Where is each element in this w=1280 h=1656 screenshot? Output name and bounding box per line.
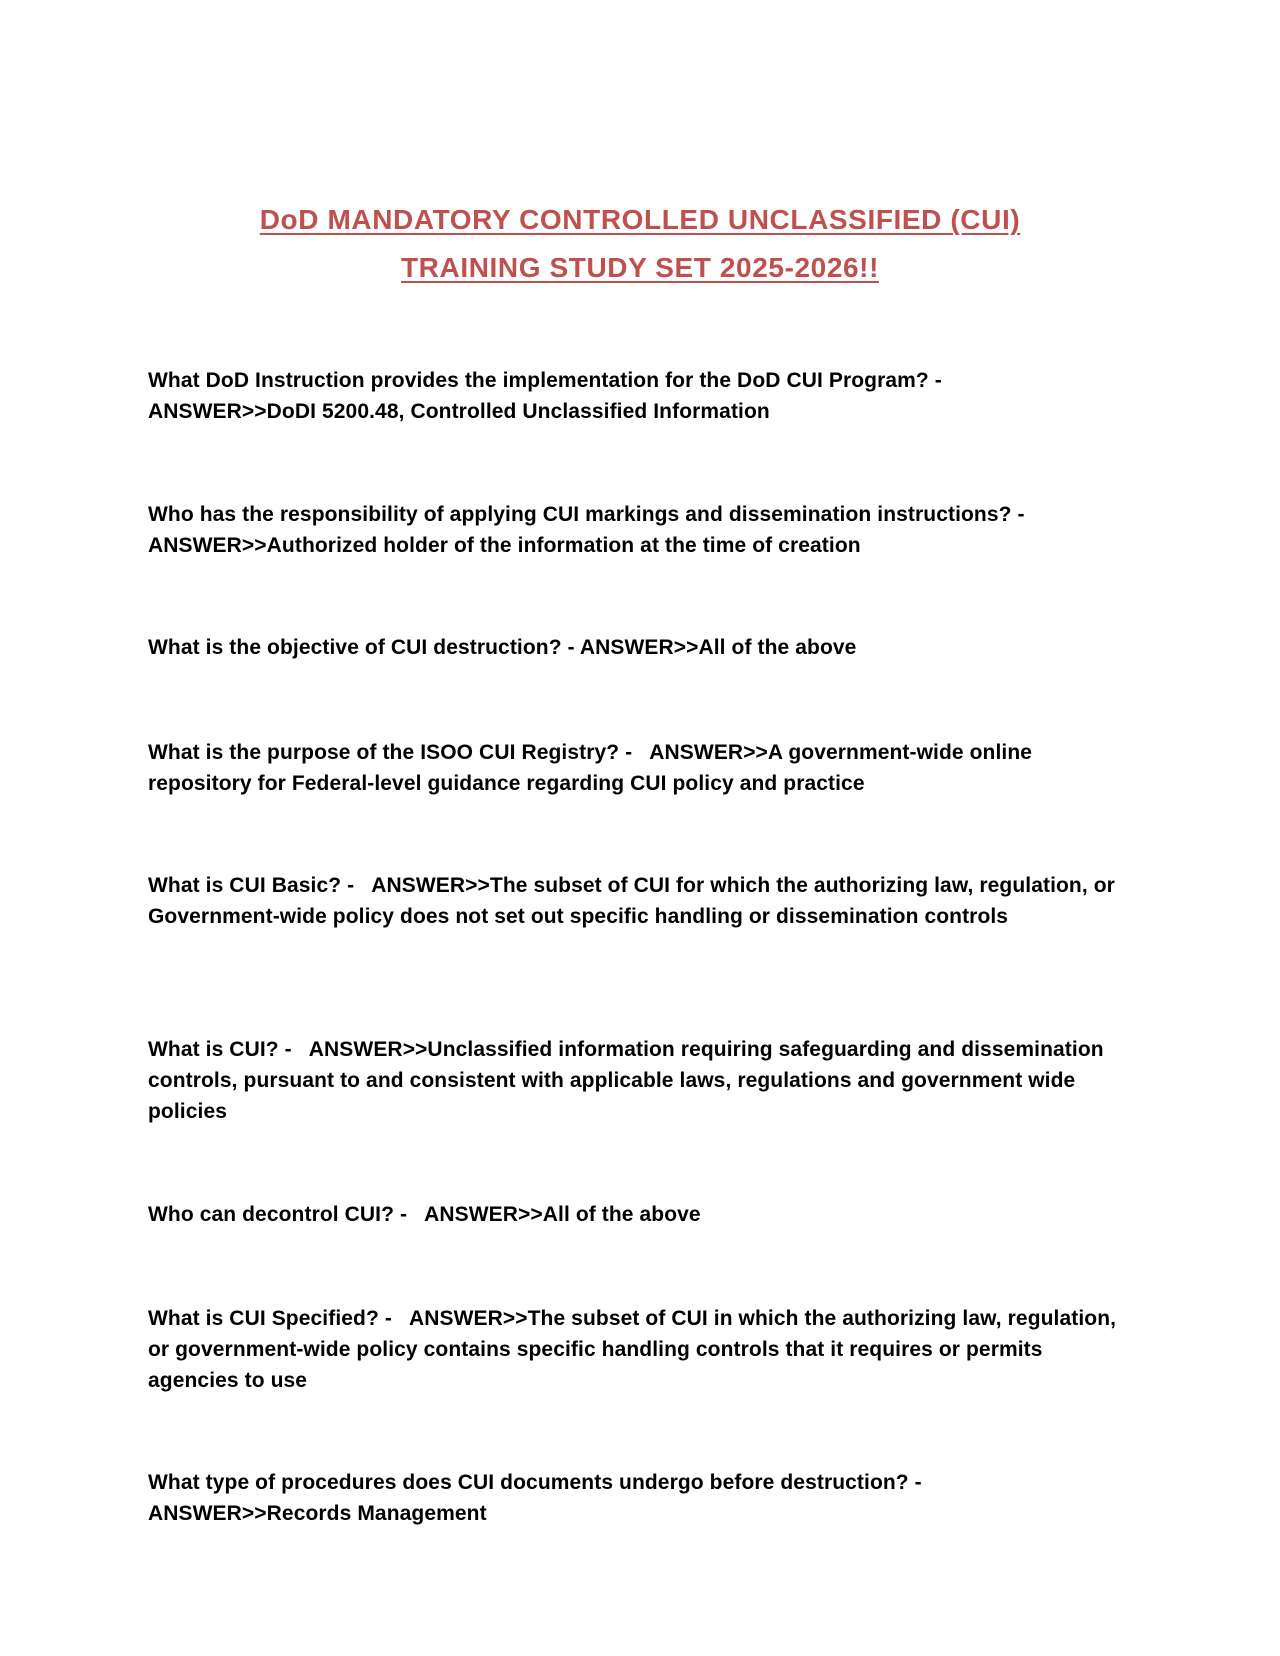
qa-item: [148, 1467, 1138, 1529]
document-title: [140, 196, 1140, 292]
answer-text: ANSWER>>Unclassified information requiring safeguarding and dissemination controls, pursuant to and consistent with applicable laws, regulations and government wide policies: [148, 1038, 1104, 1123]
qa-item: [148, 737, 1138, 799]
qa-item: [148, 1303, 1138, 1396]
answer-text: ANSWER>>The subset of CUI for which the authorizing law, regulation, or Government-wide policy does not set out specific handling or dissemination controls: [148, 874, 1115, 928]
question-text: What type of procedures does CUI documents undergo before destruction? -: [148, 1471, 922, 1494]
qa-item: [148, 365, 1138, 427]
question-text: What is CUI Specified? -: [148, 1307, 392, 1330]
question-text: What is CUI Basic? -: [148, 874, 355, 897]
qa-item: [148, 499, 1138, 561]
answer-text: ANSWER>>All of the above: [579, 636, 857, 659]
qa-item: [148, 870, 1138, 932]
title-line-1: DoD MANDATORY CONTROLLED UNCLASSIFIED (CUI): [259, 204, 1021, 235]
question-text: Who has the responsibility of applying CUI markings and dissemination instructions? -: [148, 503, 1025, 526]
question-text: What is CUI? -: [148, 1038, 292, 1061]
question-text: Who can decontrol CUI? -: [148, 1203, 408, 1226]
answer-text: ANSWER>>The subset of CUI in which the authorizing law, regulation, or government-wide policy contains specific handling controls that it requires or permits agencies to use: [148, 1307, 1117, 1392]
question-text: What is the purpose of the ISOO CUI Registry? -: [148, 741, 633, 764]
answer-text: ANSWER>>DoDI 5200.48, Controlled Unclassified Information: [148, 400, 770, 423]
question-text: What DoD Instruction provides the implementation for the DoD CUI Program? -: [148, 369, 942, 392]
question-text: What is the objective of CUI destruction? -: [148, 636, 575, 659]
title-line-2: TRAINING STUDY SET 2025-2026!!: [400, 252, 880, 283]
answer-text: ANSWER>>Authorized holder of the information at the time of creation: [148, 534, 861, 557]
answer-text: ANSWER>>All of the above: [424, 1203, 701, 1226]
answer-text: ANSWER>>A government-wide online repository for Federal-level guidance regarding CUI policy and practice: [148, 741, 1033, 795]
qa-item: [148, 1199, 1138, 1230]
qa-item: [148, 1034, 1138, 1127]
qa-item: [148, 632, 1138, 663]
answer-text: ANSWER>>Records Management: [148, 1502, 487, 1525]
